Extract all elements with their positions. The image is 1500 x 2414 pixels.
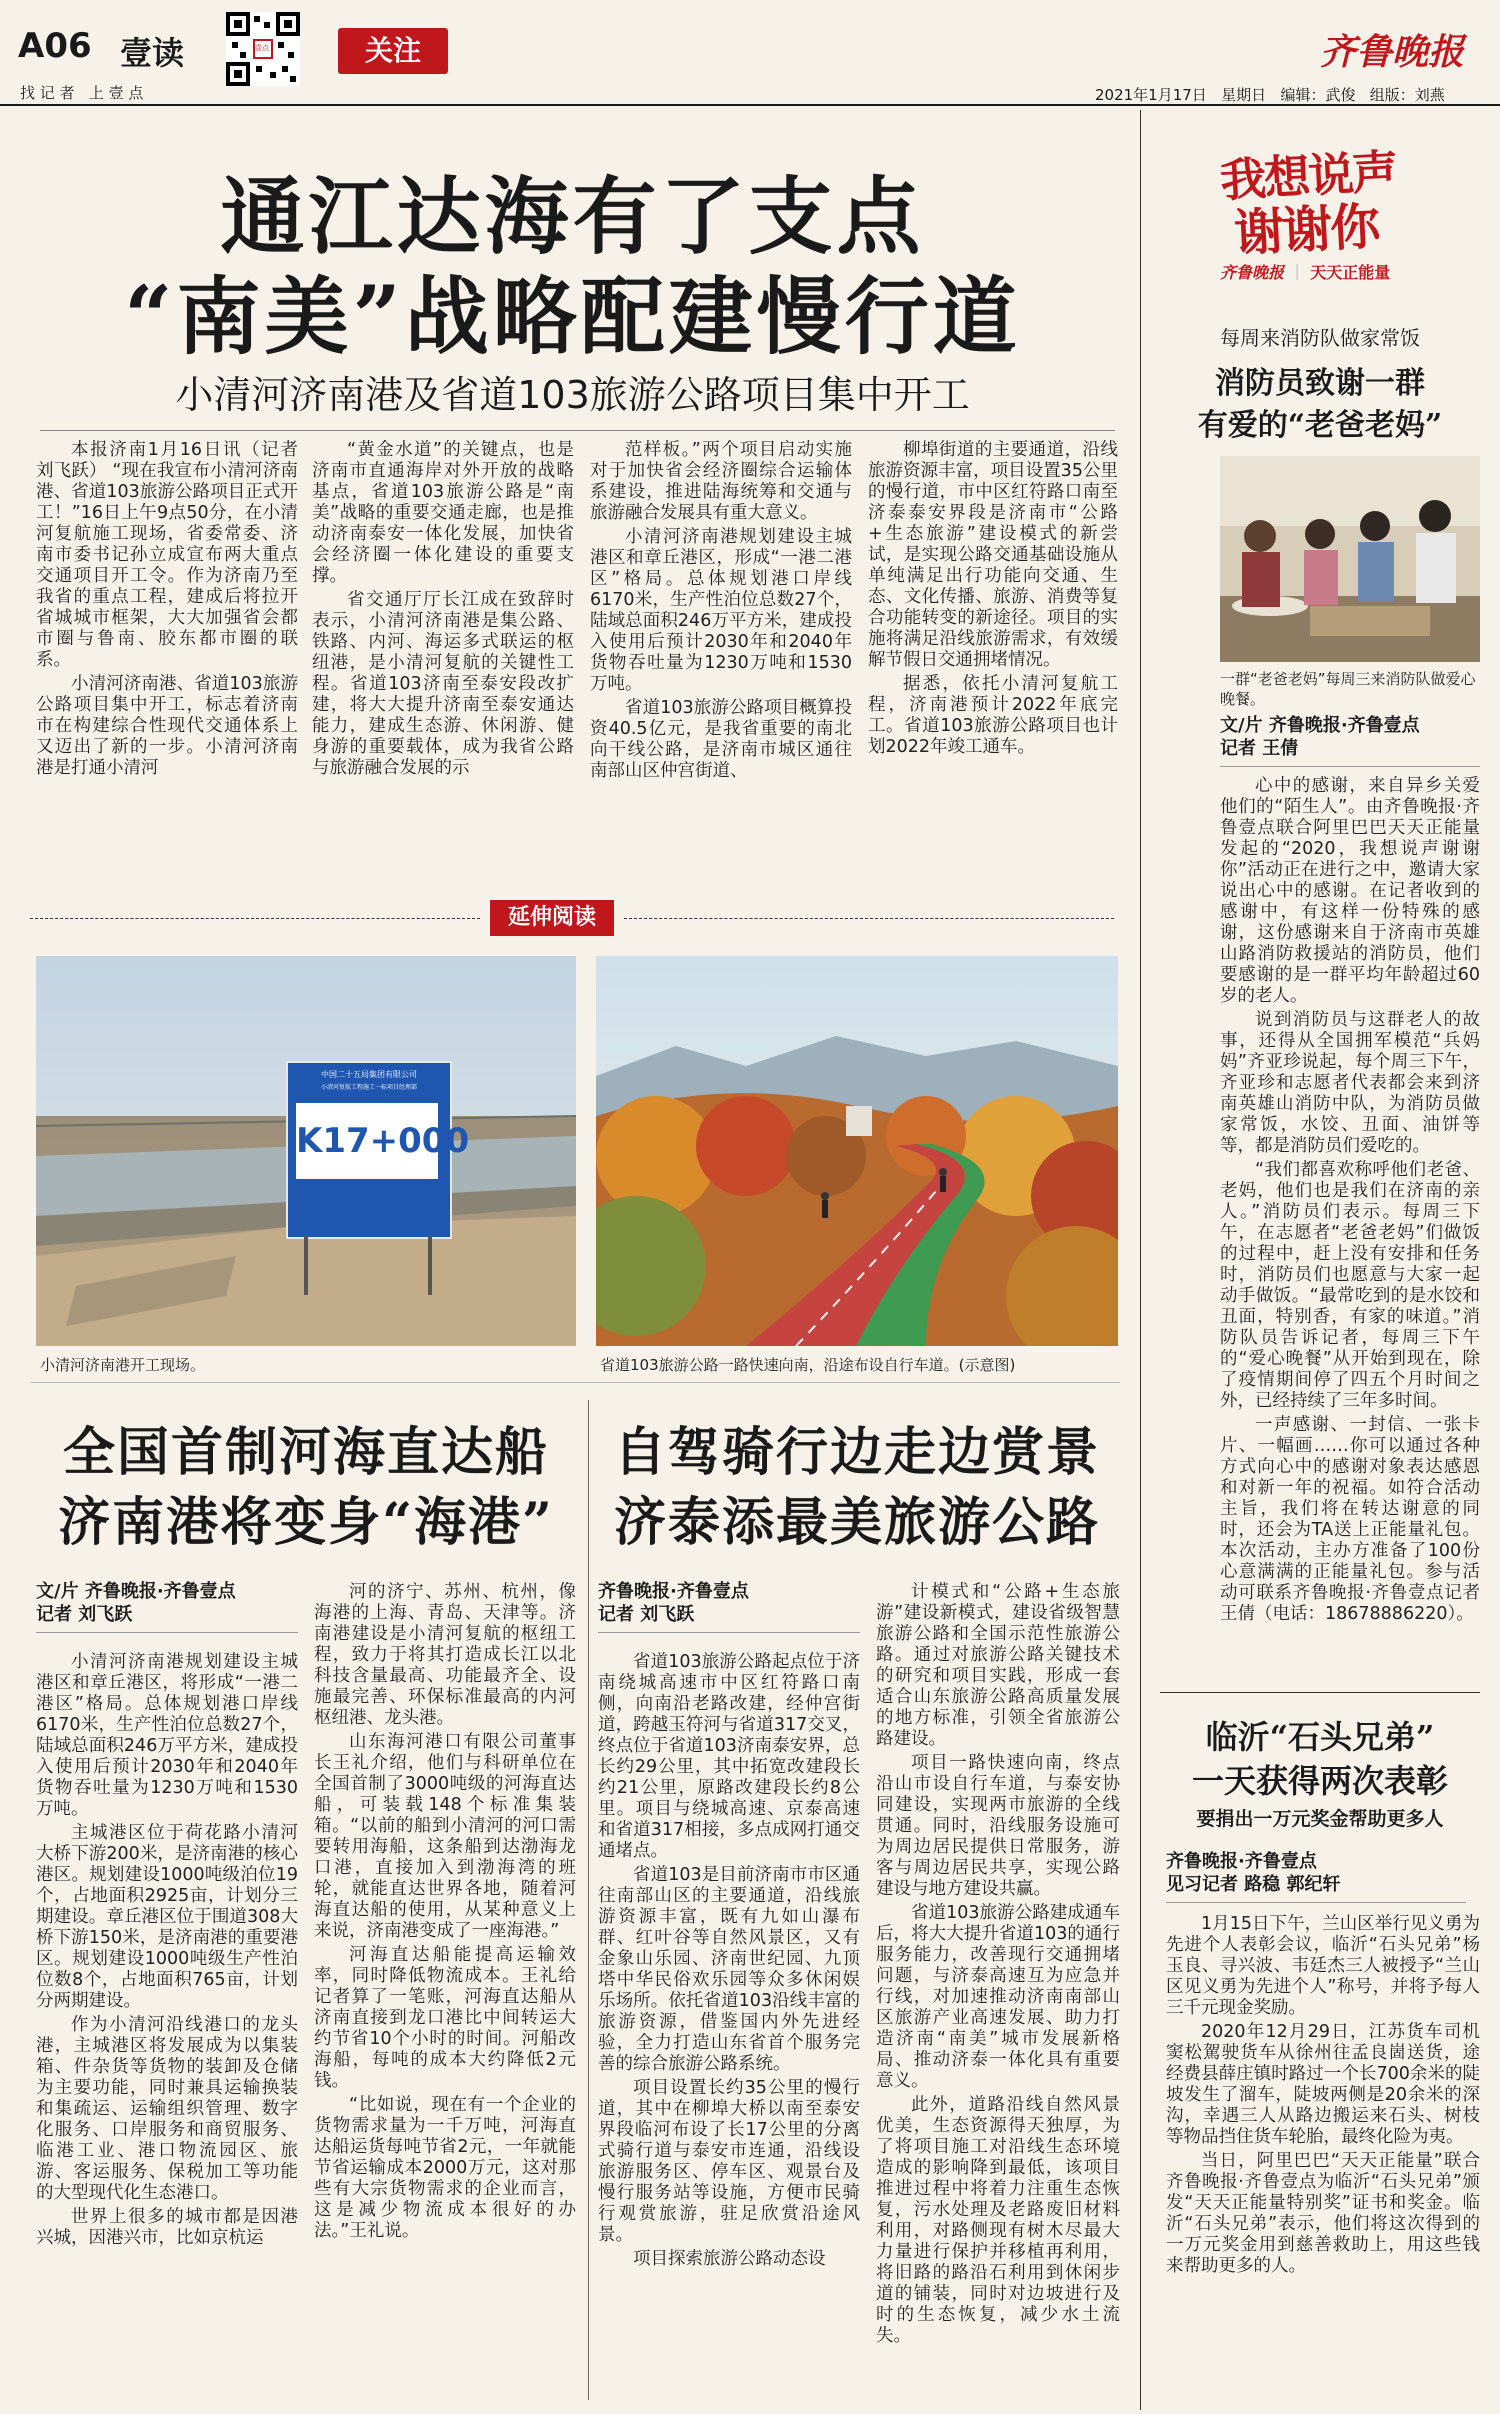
- main-headline-line2: “南美”战略配建慢行道: [124, 267, 1021, 366]
- sidebar-story1-byline: [1220, 714, 1480, 763]
- left-story-byline2: 记者 刘飞跃: [36, 1604, 133, 1626]
- paper-logo: 齐鲁晚报: [1320, 31, 1465, 73]
- banner-line1: 我想说声: [1218, 144, 1398, 208]
- sign-post-left: [304, 1235, 308, 1295]
- photo-port-caption: 小清河济南港开工现场。: [40, 1356, 206, 1374]
- story-column-divider: [588, 1400, 589, 2400]
- sidebar-story2-body: [1166, 1914, 1480, 2404]
- sidebar-story1-body: [1220, 776, 1480, 1676]
- extended-divider-left: [30, 918, 480, 920]
- left-story-col2-text: 河的济宁、苏州、杭州，像海港的上海、青岛、天津等。济南港建设是小清河复航的枢纽工程，致力于将其打造成长江以北科技含量最高、功能最齐全、设施最完善、环保标准最高的内河枢纽港、龙头港。 山东海河港口有限公司董事长王礼介绍，他们与科研单位在全国首制了3000吨级的河海直达船，可装载148个标准集装箱。“以前的船到小清河的河口需要转用海船，这条船到达渤海龙口港，直接加入到渤海湾的班轮，就能直达世界各地，随着河海直达船的使用，从某种意义上来说，济南港变成了一座海港。” 河海直达船能提高运输效率，同时降低物流成本。王礼给记者算了一笔账，河海直达船从济南直接到龙口港比中间转运大约节省10个小时的时间。河船改海船，每吨的成本大约降低2元钱。 “比如说，现在有一个企业的货物需求量为一千万吨，河海直达船运货每吨节省2元，一年就能节省运输成本2000万元，这对那些有大宗货物需求的企业而言，这是减少物流成本很好的办法。”王礼说。: [314, 1582, 576, 2241]
- left-story-headline-line1: 全国首制河海直达船: [62, 1422, 549, 1483]
- left-story-col1-text: 小清河济南港规划建设主城港区和章丘港区，将形成“一港二港区”格局。总体规划港口岸线6170米，生产性泊位总数27个，陆域总面积246万平方米，建成投入使用后预计2030年和2040年货物吞吐量为1230万吨和1530万吨。 主城港区位于荷花路小清河大桥下游200米，是济南港的核心港区。规划建设1000吨级泊位19个，占地面积2925亩，计划分三期建设。章丘港区位于围道308大桥下游150米，是济南港的重要港区。规划建设1000吨级生产性泊位数8个，占地面积765亩，计划分两期建设。 作为小清河沿线港口的龙头港，主城港区将发展成为以集装箱、件杂货等货物的装卸及仓储为主要功能，同时兼具运输换装和集疏运、运输组织管理、数字化服务、口岸服务和商贸服务、临港工业、港口物流园区、旅游、客运服务、保税加工等功能的大型现代化生态港口。 世界上很多的城市都是因港兴城，因港兴市，比如京杭运: [36, 1652, 298, 2248]
- sidebar-divider: [1140, 110, 1141, 2410]
- sidebar-story2-byline-rule: [1166, 1902, 1466, 1903]
- sidebar-story1-title-line2: 有爱的“老爸老妈”: [1197, 408, 1443, 443]
- left-story-byline: [36, 1580, 298, 1629]
- banner-brands: [1220, 260, 1390, 283]
- sign-plate: [296, 1103, 470, 1179]
- page-number: A06: [18, 26, 92, 66]
- sidebar-photo-caption: 一群“老爸老妈”每周三来消防队做爱心晚餐。: [1220, 670, 1476, 708]
- left-story-byline-rule: [36, 1632, 298, 1633]
- left-story-headline-line2: 济南港将变身“海港”: [58, 1492, 554, 1553]
- sidebar-story1-body-text: 心中的感谢，来自异乡关爱他们的“陌生人”。由齐鲁晚报·齐鲁壹点联合阿里巴巴天天正能量发起的“2020，我想说声谢谢你”活动正在进行之中，邀请大家说出心中的感谢。在记者收到的感谢中，有这样一份特殊的感谢，这份感谢来自于济南市英雄山路消防救援站的消防员，他们要感谢的是一群平均年龄超过60岁的老人。 说到消防员与这群老人的故事，还得从全国拥军模范“兵妈妈”齐亚珍说起，每个周三下午，齐亚珍和志愿者代表都会来到济南英雄山消防中队，为消防员做家常饭，水饺、丑面、油饼等等，都是消防员们爱吃的。 “我们都喜欢称呼他们老爸、老妈，他们也是我们在济南的亲人。”消防员们表示。每周三下午，在志愿者“老爸老妈”们做饭的过程中，赶上没有安排和任务时，消防员们也愿意与大家一起动手做饭。“最常吃到的是水饺和丑面，特别香，有家的味道。”消防队员告诉记者，每周三下午的“爱心晚餐”从开始到现在，除了疫情期间停了四五个月时间之外，已经持续了三年多时间。 一声感谢、一封信、一张卡片、一幅画……你可以通过各种方式向心中的感谢对象表达感恩和对新一年的祝福。如符合活动主旨，我们将在转达谢意的同时，还会为TA送上正能量礼包。本次活动，主办方准备了100份心意满满的正能量礼包。参与活动可联系齐鲁晚报·齐鲁壹点记者王倩（电话：18678886220）。: [1220, 776, 1480, 1624]
- left-story-col2: [314, 1582, 576, 2402]
- main-body-col4-text: 柳埠街道的主要通道，沿线旅游资源丰富，项目设置35公里的慢行道，市中区红符路口南至济泰泰安界段是济南市“公路+生态旅游”建设模式的新尝试，是实现公路交通基础设施从单纯满足出行功能向交通、生态、文化传播、旅游、消费等复合功能转变的新途径。项目的实施将满足沿线旅游需求，有效缓解节假日交通拥堵情况。 据悉，依托小清河复航工程，济南港预计2022年底完工。省道103旅游公路项目也计划2022年竣工通车。: [868, 440, 1118, 757]
- main-body-col1: [36, 440, 298, 880]
- brand-positive-energy: 天天正能量: [1310, 263, 1391, 282]
- sidebar-story2-byline1: 齐鲁晚报·齐鲁壹点: [1166, 1851, 1317, 1872]
- sidebar-banner: [1160, 140, 1480, 282]
- main-body-col3: [590, 440, 852, 880]
- main-body-col2-text: “黄金水道”的关键点，也是济南市直通海岸对外开放的战略基点，省道103旅游公路是“南美”战略的重要交通走廊，也是推动济南泰安一体化发展，加快省会经济圈一体化建设的重要支撑。 省交通厅厅长江成在致辞时表示，小清河济南港是集公路、铁路、内河、海运多式联运的枢纽港，是小清河复航的关键性工程。省道103济南至泰安段改扩建，将大大提升济南至泰安通达能力，建成生态游、休闲游、健身游的重要载体，成为我省公路与旅游融合发展的示: [312, 440, 574, 778]
- editor-credit: 编辑：武俊: [1280, 86, 1356, 104]
- main-body-col3-text: 范样板。”两个项目启动实施对于加快省会经济圈综合运输体系建设，推进陆海统筹和交通与旅游融合发展具有重大意义。 小清河济南港规划建设主城港区和章丘港区，形成“一港二港区”格局。总体规划港口岸线6170米，生产性泊位总数27个，陆域总面积246万平方米，建成投入使用后预计2030年和2040年货物吞吐量为1230万吨和1530万吨。 省道103旅游公路项目概算投资40.5亿元，是我省重要的南北向干线公路，是济南市城区通往南部山区仲宫街道、: [590, 440, 852, 781]
- sidebar-story2-subtitle: 要捐出一万元奖金帮助更多人: [1196, 1808, 1444, 1830]
- sidebar-story1-byline-rule: [1220, 766, 1480, 767]
- page-slogan: 找 记 者 上 壹 点: [20, 84, 144, 102]
- sidebar-story2-title-line1: 临沂“石头兄弟”: [1205, 1718, 1435, 1756]
- section-tag: [338, 28, 448, 74]
- right-story-byline: [598, 1580, 860, 1629]
- layout-credit: 组版：刘燕: [1369, 86, 1445, 104]
- section-tag-label: 关注: [364, 34, 421, 67]
- main-body-col4: [868, 440, 1118, 880]
- photo-tourism-road: [596, 956, 1118, 1346]
- sidebar-story1-title-line1: 消防员致谢一群: [1215, 366, 1425, 401]
- main-subtitle: 小清河济南港及省道103旅游公路项目集中开工: [175, 373, 970, 417]
- qr-label: 壹点: [255, 44, 269, 52]
- masthead: [0, 0, 1500, 110]
- main-body-col2: [312, 440, 574, 880]
- main-subtitle-rule: [40, 430, 1115, 431]
- right-story-col2: [876, 1582, 1120, 2402]
- main-headline-line1: 通江达海有了支点: [220, 167, 925, 266]
- right-story-headline-line1: 自驾骑行边走边赏景: [613, 1422, 1100, 1483]
- photo-volunteers-kitchen: [1220, 456, 1480, 662]
- issue-date: 2021年1月17日: [1095, 86, 1207, 104]
- sidebar-story2-byline2: 见习记者 路稳 郭纪轩: [1166, 1874, 1341, 1896]
- sign-company: 中国二十五局集团有限公司: [321, 1070, 417, 1079]
- issue-info: [1095, 84, 1445, 105]
- sign-station-label: K17+000: [296, 1121, 470, 1161]
- banner-line2: 谢谢你: [1232, 196, 1380, 263]
- photo-port-construction: [36, 956, 576, 1346]
- sidebar-story1-byline2: 记者 王倩: [1220, 738, 1299, 760]
- right-story-byline1: 齐鲁晚报·齐鲁壹点: [598, 1581, 749, 1602]
- extended-reading-tag: [490, 900, 614, 936]
- left-story-col1: [36, 1652, 298, 2402]
- sidebar-story2-body-text: 1月15日下午，兰山区举行见义勇为先进个人表彰会议，临沂“石头兄弟”杨玉良、寻兴波、韦廷杰三人被授予“兰山区见义勇为先进个人”称号，并将予每人三千元现金奖励。 2020年12月29日，江苏货车司机窦松駕驶货车从徐州往孟良崮送货，途经费县薛庄镇时路过一个长700余米的陡坡发生了溜车，陡坡两侧是20余米的深沟，幸遇三人从路边搬运来石头、树枝等物品挡住货车轮胎，最终化险为夷。 当日，阿里巴巴“天天正能量”联合齐鲁晚报·齐鲁壹点为临沂“石头兄弟”颁发“天天正能量特别奖”证书和奖金。临沂“石头兄弟”表示，他们将这次得到的一万元奖金用到慈善救助上，用这些钱来帮助更多的人。: [1166, 1914, 1480, 2276]
- left-story-byline1: 文/片 齐鲁晚报·齐鲁壹点: [36, 1581, 236, 1602]
- brand-paper: 齐鲁晚报: [1220, 263, 1285, 282]
- right-story-col2-text: 计模式和“公路+生态旅游”建设新模式，建设省级智慧旅游公路和全国示范性旅游公路。通过对旅游公路关键技术的研究和项目实践，形成一套适合山东旅游公路高质量发展的地方标准，引领全省旅游公路建设。 项目一路快速向南，终点沿山市设自行车道，与泰安协同建设，实现两市旅游的全线贯通。同时，沿线服务设施可为周边居民提供日常服务，游客与周边居民共享，实现公路建设与地方建设共赢。 省道103旅游公路建成通车后，将大大提升省道103的通行服务能力，改善现行交通拥堵问题，与济泰高速互为应急并行线，对加速推动济南南部山区旅游产业高速发展、助力打造济南“南美”城市发展新格局、推动济泰一体化具有重要意义。 此外，道路沿线自然风景优美，生态资源得天独厚，为了将项目施工对沿线生态环境造成的影响降到最低，该项目推进过程中将着力注重生态恢复，污水处理及老路废旧材料利用，对路侧现有树木尽最大力量进行保护并移植再利用，将旧路的路沿石利用到休闲步道的铺装，同时对边坡进行及时的生态恢复，减少水土流失。: [876, 1582, 1120, 2346]
- sidebar-story2-byline: [1166, 1850, 1480, 1899]
- right-story-byline2: 记者 刘飞跃: [598, 1604, 695, 1626]
- right-story-col1: [598, 1652, 860, 2402]
- right-story-headline-line2: 济泰添最美旅游公路: [613, 1492, 1100, 1553]
- section-name: 壹读: [120, 34, 185, 72]
- sidebar-story-divider: [1160, 1692, 1480, 1693]
- construction-sign: [286, 1061, 470, 1239]
- sign-post-right: [428, 1235, 432, 1295]
- sidebar-story2-title-line2: 一天获得两次表彰: [1191, 1762, 1448, 1800]
- extended-divider-right: [624, 918, 1114, 920]
- right-story-col1-text: 省道103旅游公路起点位于济南绕城高速市中区红符路口南侧，向南沿老路改建，经仲宫街道，跨越玉符河与省道317交叉，终点位于省道103济南泰安界，总长约29公里，其中拓宽改建段长约21公里，原路改建段长约8公里。项目与绕城高速、京泰高速和省道317相接，多点成网打通交通堵点。 省道103是目前济南市市区通往南部山区的主要通道，沿线旅游资源丰富，既有九如山瀑布群、红叶谷等自然风景区，又有金象山乐园、济南世纪园、九顶塔中华民俗欢乐园等众多休闲娱乐场所。依托省道103沿线丰富的旅游资源，借鉴国内外先进经验，全力打造山东省首个服务完善的综合旅游公路系统。 项目设置长约35公里的慢行道，其中在柳埠大桥以南至泰安界段临河布设了长17公里的分离式骑行道与泰安市连通，沿线设旅游服务区、停车区、观景台及慢行服务站等设施，方便市民骑行观赏旅游，驻足欣赏沿途风景。 项目探索旅游公路动态设: [598, 1652, 860, 2269]
- qr-code-icon[interactable]: [226, 12, 300, 86]
- photo-road-caption: 省道103旅游公路一路快速向南，沿途布设自行车道。(示意图): [600, 1356, 1016, 1374]
- main-body-col1-text: 本报济南1月16日讯（记者 刘飞跃） “现在我宣布小清河济南港、省道103旅游公路项目正式开工！”16日上午9点50分，在小清河复航施工现场，省委常委、济南市委书记孙立成宣布两大重点交通项目开工令。作为济南乃至我省的重点工程，建成后将拉开省城城市框架，大大加强省会都市圈与鲁南、胶东都市圈的联系。 小清河济南港、省道103旅游公路项目集中开工，标志着济南市在构建综合性现代交通体系上又迈出了新的一步。小清河济南港是打通小清河: [36, 440, 298, 778]
- issue-weekday: 星期日: [1221, 86, 1267, 104]
- extended-reading-label: 延伸阅读: [507, 905, 596, 930]
- sidebar-story1-byline1: 文/片 齐鲁晚报·齐鲁壹点: [1220, 715, 1420, 736]
- sign-project: 小清河复航工程施工一标项目经理部: [320, 1084, 417, 1091]
- sidebar-story1-kicker: 每周来消防队做家常饭: [1220, 326, 1420, 350]
- photo-bottom-rule: [30, 1382, 1120, 1383]
- brand-separator-icon: ｜: [1289, 263, 1306, 282]
- masthead-divider: [0, 104, 1500, 106]
- right-story-byline-rule: [598, 1632, 860, 1633]
